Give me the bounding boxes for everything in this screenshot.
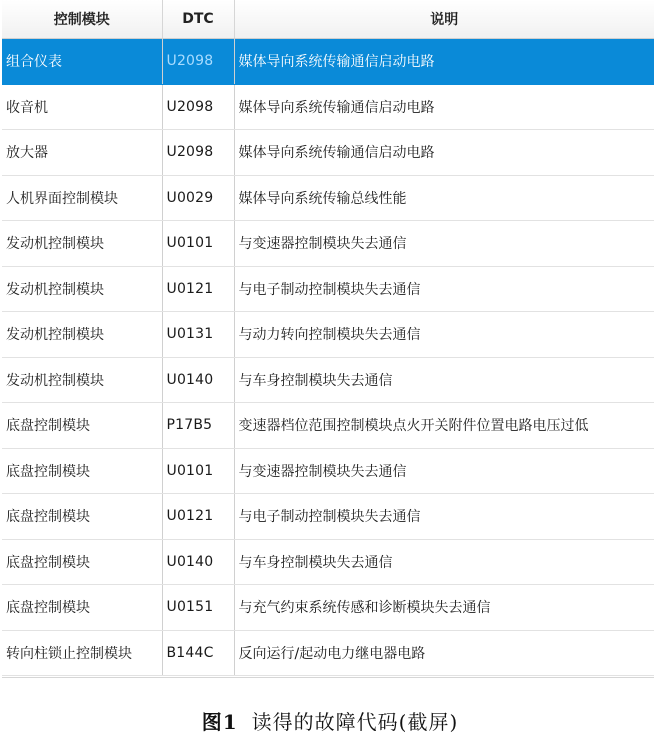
header-row [2, 0, 654, 39]
cell-description: 与车身控制模块失去通信 [234, 539, 654, 585]
cell-module: 发动机控制模块 [2, 312, 162, 358]
table-row[interactable] [2, 630, 654, 676]
cell-description: 与充气约束系统传感和诊断模块失去通信 [234, 585, 654, 631]
cell-dtc: U0140 [162, 539, 234, 585]
cell-dtc: U2098 [162, 84, 234, 130]
cell-module: 底盘控制模块 [2, 403, 162, 449]
cell-module: 底盘控制模块 [2, 448, 162, 494]
cell-module: 发动机控制模块 [2, 266, 162, 312]
cell-module: 底盘控制模块 [2, 539, 162, 585]
cell-dtc: U0101 [162, 448, 234, 494]
column-header-module[interactable]: 控制模块 [2, 0, 162, 39]
cell-description: 媒体导向系统传输总线性能 [234, 175, 654, 221]
table-row[interactable] [2, 175, 654, 221]
cell-description: 与变速器控制模块失去通信 [234, 221, 654, 267]
cell-description: 媒体导向系统传输通信启动电路 [234, 130, 654, 176]
cell-dtc: U0121 [162, 266, 234, 312]
cell-module: 底盘控制模块 [2, 494, 162, 540]
cell-description: 与变速器控制模块失去通信 [234, 448, 654, 494]
table-row[interactable] [2, 266, 654, 312]
cell-module: 发动机控制模块 [2, 221, 162, 267]
cell-dtc: U0151 [162, 585, 234, 631]
cell-description: 与车身控制模块失去通信 [234, 357, 654, 403]
cell-dtc: U0121 [162, 494, 234, 540]
table-row[interactable] [2, 585, 654, 631]
cell-description: 媒体导向系统传输通信启动电路 [234, 39, 654, 85]
cell-dtc: U0029 [162, 175, 234, 221]
table-header [2, 0, 654, 39]
figure-caption [0, 706, 660, 735]
table-row[interactable] [2, 448, 654, 494]
table-bottom-divider [2, 677, 654, 678]
cell-description: 媒体导向系统传输通信启动电路 [234, 84, 654, 130]
cell-module: 收音机 [2, 84, 162, 130]
table-row[interactable] [2, 312, 654, 358]
cell-description: 变速器档位范围控制模块点火开关附件位置电路电压过低 [234, 403, 654, 449]
cell-module: 底盘控制模块 [2, 585, 162, 631]
cell-dtc: B144C [162, 630, 234, 676]
cell-description: 与电子制动控制模块失去通信 [234, 494, 654, 540]
cell-dtc: U2098 [162, 39, 234, 85]
table-row[interactable] [2, 39, 654, 85]
figure-number: 图1 [201, 710, 238, 734]
cell-module: 组合仪表 [2, 39, 162, 85]
column-header-description[interactable]: 说明 [234, 0, 654, 39]
table-row[interactable] [2, 403, 654, 449]
table-row[interactable] [2, 494, 654, 540]
cell-dtc: U0140 [162, 357, 234, 403]
table-row[interactable] [2, 84, 654, 130]
cell-dtc: U0131 [162, 312, 234, 358]
cell-description: 与动力转向控制模块失去通信 [234, 312, 654, 358]
cell-dtc: U2098 [162, 130, 234, 176]
table-row[interactable] [2, 130, 654, 176]
figure-caption-text: 读得的故障代码(截屏) [251, 710, 459, 734]
table-row[interactable] [2, 539, 654, 585]
cell-description: 与电子制动控制模块失去通信 [234, 266, 654, 312]
dtc-table [2, 0, 654, 676]
cell-module: 人机界面控制模块 [2, 175, 162, 221]
cell-dtc: P17B5 [162, 403, 234, 449]
cell-dtc: U0101 [162, 221, 234, 267]
table-row[interactable] [2, 221, 654, 267]
table-body [2, 39, 654, 676]
cell-description: 反向运行/起动电力继电器电路 [234, 630, 654, 676]
table-row[interactable] [2, 357, 654, 403]
column-header-dtc[interactable]: DTC [162, 0, 234, 39]
cell-module: 发动机控制模块 [2, 357, 162, 403]
dtc-table-container [2, 0, 654, 676]
cell-module: 转向柱锁止控制模块 [2, 630, 162, 676]
cell-module: 放大器 [2, 130, 162, 176]
